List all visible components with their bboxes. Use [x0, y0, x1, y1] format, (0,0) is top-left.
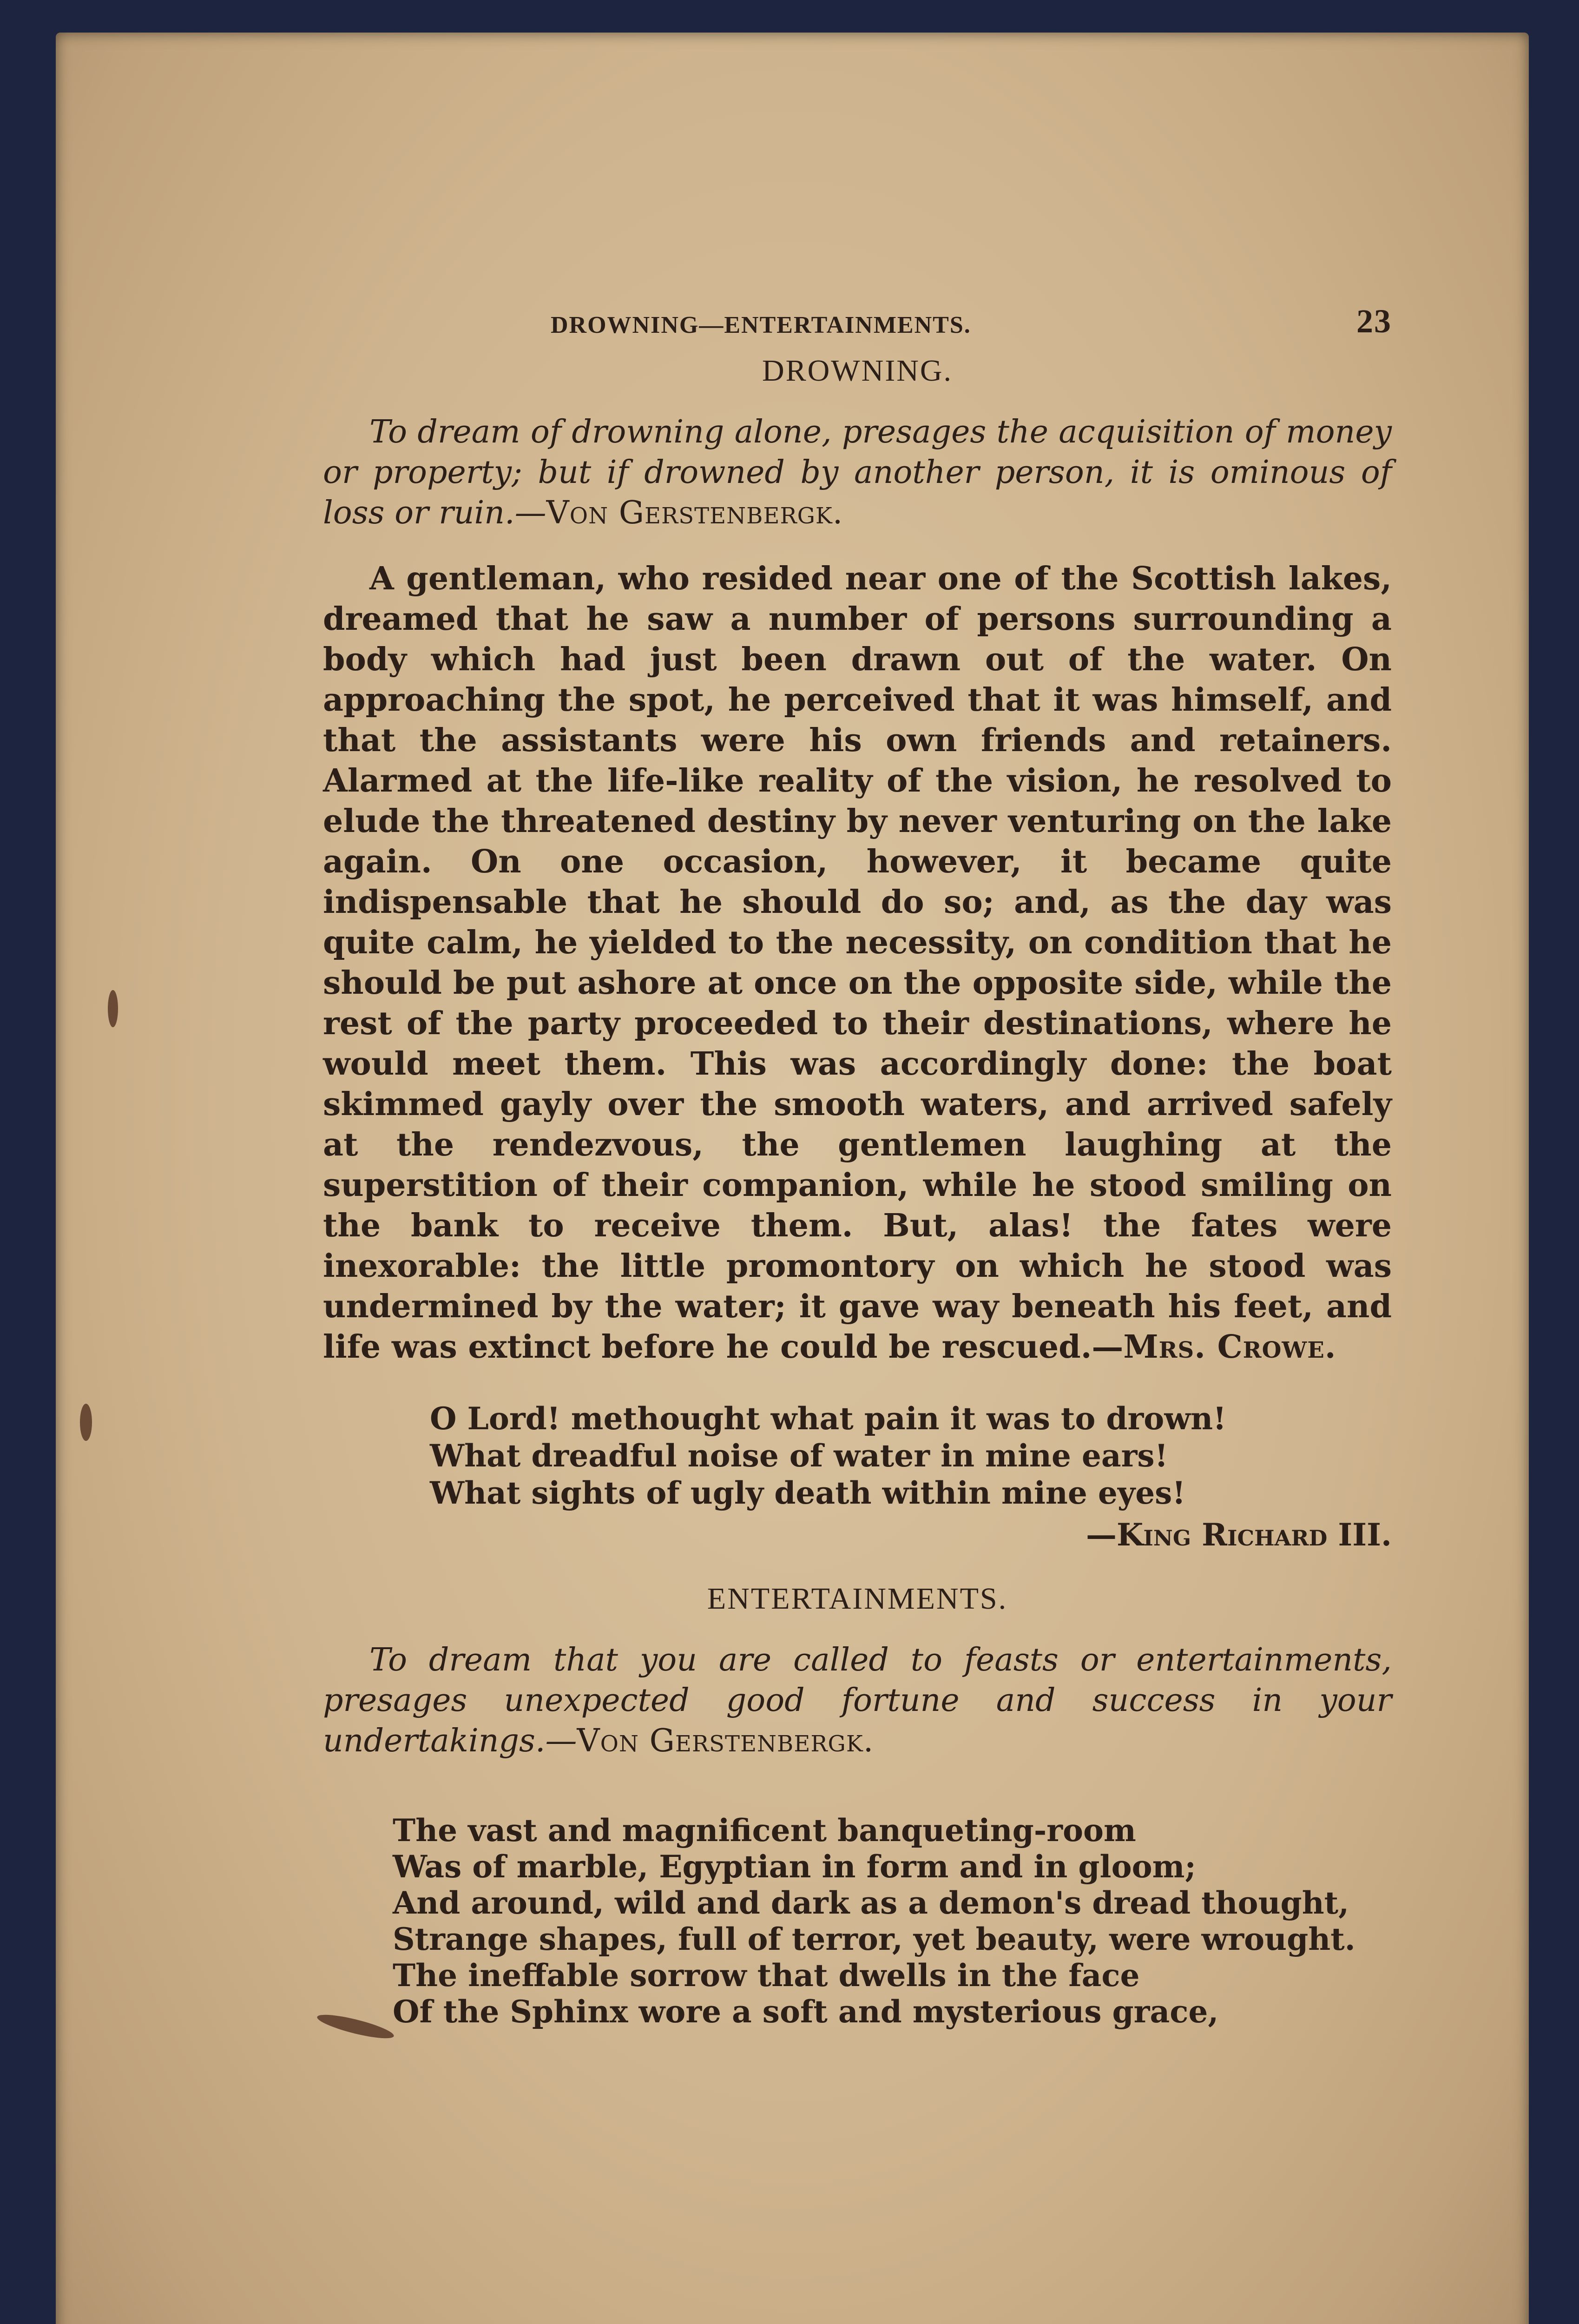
section-heading-entertainments: ENTERTAINMENTS.	[707, 1582, 1008, 1616]
drowning-body-text: A gentleman, who resided near one of the Scottish lakes, dreamed that he saw a number of persons surrounding a body which had just been drawn out of the water. On approaching the spot, he perceived that it was himself, and that the assistants were his own friends and retainers. Alarmed at the life-like reality of the vision, he resolved to elude the threatened destiny by never venturing on the lake again. On one occasion, however, it became quite indispensable that he should do so; and, as the day was quite calm, he yielded to the necessity, on condition that he should be put ashore at once on the opposite side, while the rest of the party proceeded to their destinations, where he would meet them. This was accordingly done: the boat skimmed gayly over the smooth waters, and arrived safely at the rendezvous, the gentlemen laughing at the superstition of their companion, while he stood smiling on the bank to receive them. But, alas! the fates were inexorable: the little promontory on which he stood was undermined by the water; it gave way beneath his feet, and life was extinct before he could be rescued.—	[323, 560, 1392, 1366]
page-content	[323, 293, 1392, 2030]
verse-line: O Lord! methought what pain it was to drown!	[430, 1400, 1227, 1437]
page-blemish	[80, 1404, 92, 1441]
drowning-verse	[430, 1400, 1392, 1553]
entertainments-epigraph-text: To dream that you are called to feasts or entertainments, presages unexpected good fortune and success in your undertakings.—	[323, 1642, 1392, 1759]
verse-line: What dreadful noise of water in mine ears!	[430, 1438, 1168, 1474]
verse-line: Of the Sphinx wore a soft and mysterious grace,	[393, 1994, 1219, 2030]
section-heading-drowning: DROWNING.	[762, 354, 953, 388]
verse-line: What sights of ugly death within mine eyes!	[430, 1475, 1186, 1511]
drowning-body-attribution: Mrs. Crowe.	[1123, 1328, 1336, 1366]
verse-attribution: —King Richard III.	[1086, 1517, 1392, 1553]
verse-line: The vast and magnificent banqueting-room	[393, 1812, 1136, 1849]
running-head	[323, 293, 1392, 344]
entertainments-epigraph-attribution: Von Gerstenbergk.	[577, 1723, 874, 1759]
verse-line: Strange shapes, full of terror, yet beauty, were wrought.	[393, 1921, 1355, 1957]
verse-line: The ineffable sorrow that dwells in the face	[393, 1957, 1140, 1994]
book-page	[56, 33, 1529, 2324]
drowning-body	[323, 559, 1392, 1367]
page-blemish	[108, 990, 118, 1027]
running-head-title: DROWNING—ENTERTAINMENTS.	[551, 312, 971, 338]
entertainments-epigraph	[323, 1640, 1392, 1761]
page-number: 23	[1356, 303, 1392, 340]
drowning-epigraph	[323, 412, 1392, 533]
entertainments-verse	[393, 1812, 1392, 2030]
drowning-epigraph-attribution: Von Gerstenbergk.	[546, 495, 843, 531]
drowning-epigraph-text: To dream of drowning alone, presages the acquisition of money or property; but if drowned by another person, it is ominous of loss or ruin.—	[323, 414, 1392, 531]
verse-line: Was of marble, Egyptian in form and in gloom;	[393, 1849, 1196, 1885]
verse-line: And around, wild and dark as a demon's dread thought,	[393, 1885, 1349, 1921]
